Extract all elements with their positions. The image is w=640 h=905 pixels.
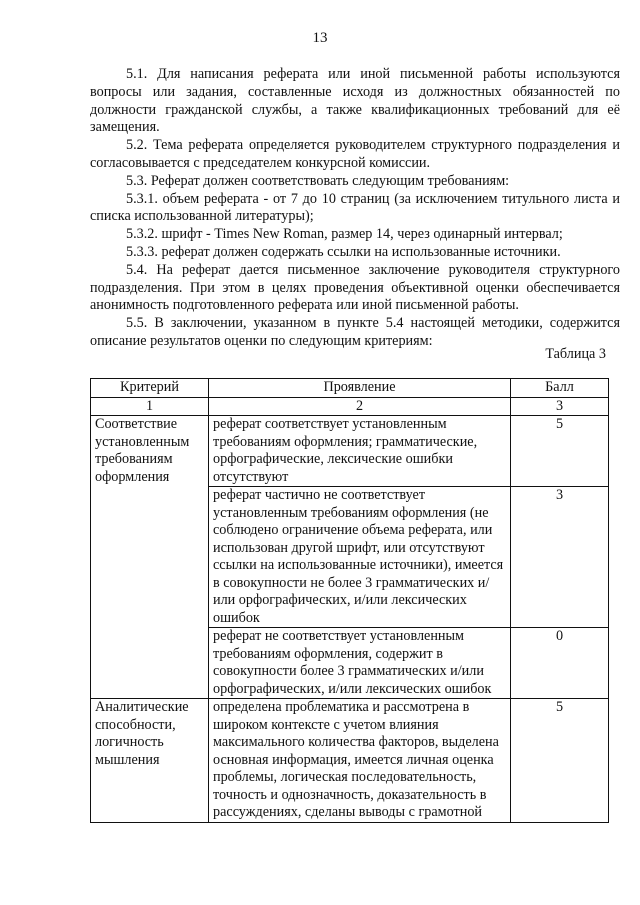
paragraph-5-3-3: 5.3.3. реферат должен содержать ссылки на использованные источники. (126, 243, 561, 260)
score-cell: 5 (511, 699, 609, 823)
paragraph-5-3-1: 5.3.1. объем реферата - от 7 до 10 страниц (за исключением титульного листа и списка использованной литературы); (90, 190, 620, 225)
table-row (91, 416, 609, 487)
paragraph-5-2: 5.2. Тема реферата определяется руководителем структурного подразделения и согласовывается с председателем конкурсной комиссии. (90, 137, 620, 171)
paragraph-5-3: 5.3. Реферат должен соответствовать следующим требованиям: (126, 172, 510, 189)
manifestation-cell: определена проблематика и рассмотрена в широком контексте с учетом влияния максимального количества факторов, выделена основная информация, имеется личная оценка проблемы, логическая последовательность, точность и однозначность, доказательность в рассуждениях, сделаны выводы с грамотной (209, 699, 511, 823)
table-caption: Таблица 3 (545, 346, 606, 362)
paragraph-5-4: 5.4. На реферат дается письменное заключение руководителя структурного подразделения. При этом в целях проведения объективной оценки обеспечивается анонимность подготовленного реферата или иной письменной работы. (90, 261, 620, 314)
paragraph-5-1: 5.1. Для написания реферата или иной письменной работы используются вопросы или задания, составленные исходя из должностных обязанностей по должности гражданской службы, а также квалификационных требований для её замещения. (90, 66, 620, 136)
header-score: Балл (511, 379, 609, 398)
column-number-3: 3 (511, 397, 609, 416)
manifestation-cell: реферат частично не соответствует установленным требованиям оформления (не соблюдено ограничение объема реферата, или использован другой шрифт, или отсутствуют ссылки на использованные источники), имеется в совокупности не более 3 грамматических и/или орфографических, и/или лексических ошибок (209, 487, 511, 628)
manifestation-cell: реферат соответствует установленным требованиям оформления; грамматические, орфографические, лексические ошибки отсутствуют (209, 416, 511, 487)
paragraph-5-3-2: 5.3.2. шрифт - Times New Roman, размер 14, через одинарный интервал; (126, 226, 563, 243)
score-cell: 3 (511, 487, 609, 628)
paragraph-5-5: 5.5. В заключении, указанном в пункте 5.4 настоящей методики, содержится описание результатов оценки по следующим критериям: (90, 315, 620, 349)
header-manifestation: Проявление (209, 379, 511, 398)
criteria-table (90, 378, 609, 823)
manifestation-cell: реферат не соответствует установленным требованиям оформления, содержит в совокупности более 3 грамматических и/или орфографических, и/или лексических ошибок (209, 628, 511, 699)
score-cell: 5 (511, 416, 609, 487)
body-text (90, 66, 620, 351)
criterion-analytical: Аналитические способности, логичность мышления (91, 699, 209, 823)
table-header-row (91, 379, 609, 398)
table-row (91, 699, 609, 823)
header-criterion: Критерий (91, 379, 209, 398)
page-number: 13 (312, 30, 328, 46)
criterion-formatting: Соответствие установленным требованиям оформления (91, 416, 209, 699)
score-cell: 0 (511, 628, 609, 699)
column-number-1: 1 (91, 397, 209, 416)
column-number-2: 2 (209, 397, 511, 416)
table-number-row (91, 397, 609, 416)
